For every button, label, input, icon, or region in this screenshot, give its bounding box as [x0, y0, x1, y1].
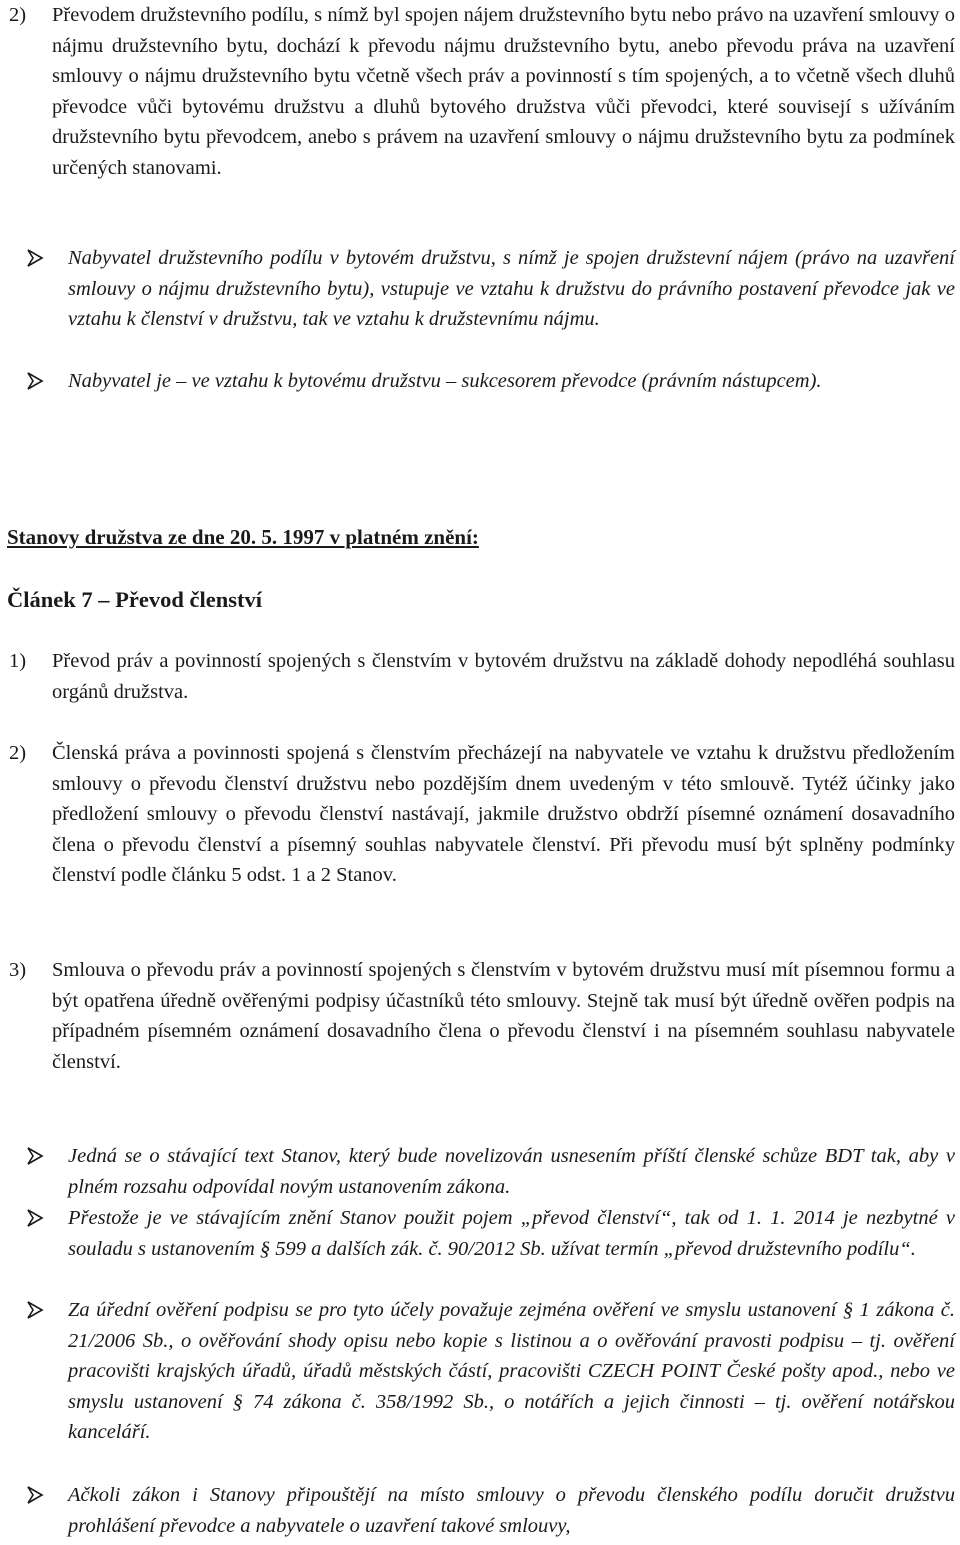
arrow-bullet-icon — [26, 1301, 44, 1319]
bullet-acquirer — [26, 243, 955, 335]
paragraph-number: 1) — [9, 650, 27, 672]
bullet-terminology — [26, 1203, 955, 1264]
bullet-text: Ačkoli zákon i Stanovy připouštějí na místo smlouvy o převodu členského podílu doručit družstvu prohlášení převodce a nabyvatele o uzavření takové smlouvy, — [68, 1484, 955, 1537]
article-heading: Článek 7 – Převod členství — [7, 587, 262, 612]
bullet-verification — [26, 1295, 955, 1448]
bullet-text: Jedná se o stávající text Stanov, který bude novelizován usnesením příští členské schůze BDT tak, aby v plném rozsahu odpovídal novým ustanovením zákona. — [68, 1145, 955, 1198]
arrow-bullet-icon — [26, 1209, 44, 1227]
paragraph-text: Převodem družstevního podílu, s nímž byl spojen nájem družstevního bytu nebo právo na uzavření smlouvy o nájmu družstevního bytu, dochází k převodu nájmu družstevního bytu, anebo převodu práva na uzavření smlouvy o nájmu družstevního bytu včetně všech práv a povinností s tím spojených, a to včetně všech dluhů převodce vůči bytovému družstvu a dluhů bytového družstva vůči převodci, které souvisejí s užíváním družstevního bytu převodcem, anebo s právem na uzavření smlouvy o nájmu družstevního bytu za podmínek určených stanovami. — [52, 4, 955, 179]
paragraph-3 — [9, 955, 955, 1077]
bullet-text: Nabyvatel je – ve vztahu k bytovému družstvu – sukcesorem převodce (právním nástupcem). — [68, 370, 822, 392]
bullet-amendment — [26, 1141, 955, 1202]
arrow-bullet-icon — [26, 1486, 44, 1504]
arrow-bullet-icon — [26, 372, 44, 390]
paragraph-text: Smlouva o převodu práv a povinností spojených s členstvím v bytovém družstvu musí mít písemnou formu a být opatřena úředně ověřenými podpisy účastníků této smlouvy. Stejně tak musí být úředně ověřen podpis na případném písemném oznámení dosavadního člena o převodu členství i na písemném souhlasu nabyvatele členství. — [52, 959, 955, 1073]
bullet-declaration — [26, 1480, 955, 1541]
bullet-text: Za úřední ověření podpisu se pro tyto účely považuje zejména ověření ve smyslu ustanovení § 1 zákona č. 21/2006 Sb., o ověřování shody opisu nebo kopie s listinou a o ověřování pravosti podpisu – tj. ověření pracovišti krajských úřadů, úřadů městských částí, pracovišti CZECH POINT České pošty apod., nebo ve smyslu ustanovení § 74 zákona č. 358/1992 Sb., o notářích a jejich činnosti – tj. ověření notářskou kanceláří. — [68, 1299, 955, 1443]
paragraph-2-membership — [9, 738, 955, 891]
paragraph-2-transfer — [9, 0, 955, 183]
paragraph-text: Převod práv a povinností spojených s členstvím v bytovém družstvu na základě dohody nepodléhá souhlasu orgánů družstva. — [52, 650, 955, 703]
bullet-text: Nabyvatel družstevního podílu v bytovém družstvu, s nímž je spojen družstevní nájem (právo na uzavření smlouvy o nájmu družstevního bytu), vstupuje ve vztahu k družstvu do právního postavení převodce jak ve vztahu k členství v družstvu, tak ve vztahu k družstevnímu nájmu. — [68, 247, 955, 330]
paragraph-number: 2) — [9, 742, 27, 764]
bullet-text: Přestože je ve stávajícím znění Stanov použit pojem „převod členství“, tak od 1. 1. 2014 je nezbytné v souladu s ustanovením § 599 a dalších zák. č. 90/2012 Sb. užívat termín „převod družstevního podílu“. — [68, 1207, 955, 1260]
paragraph-1 — [9, 646, 955, 707]
paragraph-number: 3) — [9, 959, 27, 981]
arrow-bullet-icon — [26, 1147, 44, 1165]
bullet-successor — [26, 366, 955, 397]
statutes-heading: Stanovy družstva ze dne 20. 5. 1997 v platném znění: — [7, 525, 479, 549]
paragraph-number: 2) — [9, 4, 27, 26]
paragraph-text: Členská práva a povinnosti spojená s členstvím přecházejí na nabyvatele ve vztahu k družstvu předložením smlouvy o převodu členství družstvu nebo pozdějším dnem uvedeným v této smlouvě. Tytéž účinky jako předložení smlouvy o převodu členství nastávají, jakmile družstvo obdrží písemné oznámení dosavadního člena o převodu členství a písemný souhlas nabyvatele členství. Při převodu musí být splněny podmínky členství podle článku 5 odst. 1 a 2 Stanov. — [52, 742, 955, 886]
arrow-bullet-icon — [26, 249, 44, 267]
